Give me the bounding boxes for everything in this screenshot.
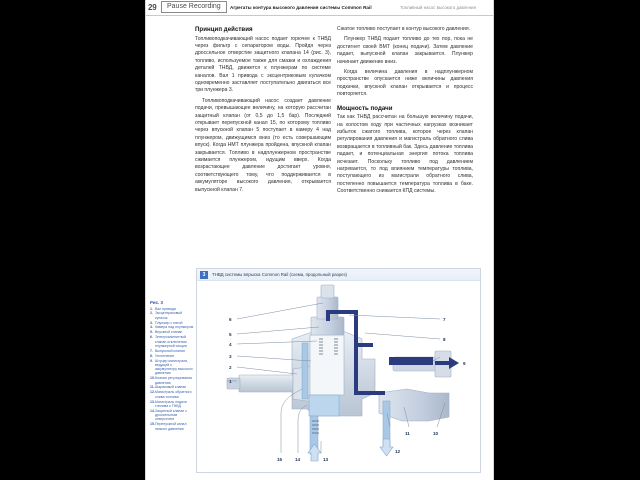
callout-6: 6: [229, 317, 232, 322]
callout-1: 1: [229, 379, 232, 384]
list-item: [150, 422, 194, 431]
list-item: [150, 400, 194, 409]
list-item: [150, 354, 194, 358]
legend-number: 5.: [150, 330, 153, 335]
legend-number: 6.: [150, 335, 153, 340]
figure-caption-bar: [197, 269, 480, 281]
section-heading-principle: Принцип действия: [195, 26, 253, 33]
paragraph: Так как ТНВД рассчитан на большую величину подачи, на холостом ходу при частичных нагрузках возникает избыток сжатого топлива, которое через клапан регулирования давления и магистраль обратного слива возвращается в топливный бак. Здесь давление топлива падает, и потенциальная энергия потока топлива исчезает. Поскольку топливо под давлением нагревается, то под влиянием температуры топлива, поступающего из магистрали обратного слива, постепенно повышается температура топлива в баке. Соответственно снижается КПД системы.: [337, 114, 473, 195]
legend-number: 3.: [150, 320, 153, 325]
legend-text: Шариковый клапан: [155, 385, 187, 390]
figure-legend-label: Рис. 3: [150, 300, 163, 305]
paragraph: Когда величина давления в надплунжерном пространстве опускается ниже величины давления подкачки, впускной клапан открывается и процесс повторяется.: [337, 69, 473, 98]
section-heading-capacity: Мощность подачи: [337, 104, 393, 112]
figure-legend-list: [150, 307, 194, 431]
list-item: [150, 311, 194, 320]
callout-14: 14: [295, 457, 301, 462]
legend-text: Электромагнитный клапан отключения плунжерной секции: [155, 335, 187, 348]
figure-cross-section: [196, 268, 481, 473]
callout-2: 2: [229, 365, 232, 370]
legend-text: Выпускной клапан: [155, 348, 185, 353]
legend-text: Плунжер с пятой: [155, 320, 183, 325]
list-item: [150, 330, 194, 334]
legend-text: Магистраль подачи топлива к ТНВД: [155, 399, 187, 408]
text-column-right: [337, 26, 473, 199]
legend-number: 1.: [150, 306, 153, 311]
running-head-right: Топливный насос высокого давления: [400, 5, 477, 10]
legend-text: Уплотнение: [155, 353, 175, 358]
legend-number: 4.: [150, 325, 153, 330]
legend-text: Эксцентриковый кулачок: [155, 311, 183, 320]
list-item: [150, 390, 194, 399]
document-page: [146, 0, 493, 480]
list-item: [150, 376, 194, 385]
list-item: [150, 409, 194, 422]
legend-text: Вал привода: [155, 306, 176, 311]
callout-4: 4: [229, 342, 232, 347]
legend-text: Магистраль обратного слива топлива: [155, 390, 192, 399]
legend-text: Впускной клапан: [155, 330, 183, 335]
page-number: 29: [148, 3, 157, 12]
list-item: [150, 307, 194, 311]
callout-12: 12: [395, 449, 401, 454]
paragraph: Топливоподкачивающий насос создает давление подачи, превышающее величину, на которую рассчитан защитный клапан (от 0,5 до 1,5 бар). Последний открывает перепускной канал 15, по которому топливо через впускной клапан 5 поступает в камеру 4 над плунжером, движущимся вниз (то есть совершающим впуск). Когда НМТ плунжера пройдена, впускной клапан закрывается. Топливо в надплунжерном пространстве сжимается плунжером, идущим вверх. Когда возрастающее давление достигает уровня, соответствующего тому, что поддерживается в аккумуляторе высокого давления, открывается выпускной клапан 7.: [195, 97, 331, 193]
figure-drawing: [197, 281, 480, 472]
legend-number: 9.: [150, 358, 153, 363]
legend-number: 2.: [150, 311, 153, 316]
callout-15: 15: [277, 457, 283, 462]
callout-3: 3: [229, 354, 232, 359]
paragraph: Топливоподкачивающий насос подает горючее к ТНВД через фильтр с сепаратором воды. Пройдя через дроссельное отверстие защитного клапана 14 (рис. 3), топливо, используемое также для смазки и охлаждения деталей ТНВД, движется к плунжерам по системе каналов. Вал 1 привода с эксцентриковым кулачком одновременно заставляет поступательно двигаться все три плунжера 3.: [195, 35, 331, 94]
text-column-left: [195, 26, 331, 197]
legend-text: Клапан регулирования давления: [155, 376, 193, 385]
paragraph: Плунжер ТНВД подает топливо до тех пор, пока не достигнет своей ВМТ (конец подачи). Затем давление падает, выпускной клапан закрывается. Плунжер начинает движение вниз.: [337, 36, 473, 65]
legend-text: Защитный клапан с дроссельным отверстием: [155, 408, 187, 422]
callout-8: 8: [443, 337, 446, 342]
legend-number: 12.: [150, 390, 155, 395]
list-item: [150, 325, 194, 329]
figure-legend: [150, 300, 194, 431]
callout-11: 11: [405, 431, 410, 436]
paragraph: Сжатое топливо поступает в контур высокого давления.: [337, 26, 471, 32]
figure-caption-text: ТНВД системы впрыска Common Rail (схема, продольный разрез): [212, 272, 347, 277]
list-item: [150, 321, 194, 325]
list-item: [150, 335, 194, 348]
legend-number: 10.: [150, 376, 155, 381]
list-item: [150, 385, 194, 389]
list-item: [150, 349, 194, 353]
callout-5: 5: [229, 332, 232, 337]
legend-text: Камера над плунжером: [155, 325, 194, 330]
legend-number: 13.: [150, 399, 155, 404]
list-item: [150, 359, 194, 376]
callout-10: 10: [433, 431, 439, 436]
callout-9: 9: [463, 361, 466, 366]
running-head-left: Агрегаты контура высокого давления системы Common Rail: [230, 5, 372, 10]
legend-number: 8.: [150, 353, 153, 358]
legend-number: 11.: [150, 385, 155, 390]
legend-text: Перепускной канал низкого давления: [155, 422, 187, 431]
callout-7: 7: [443, 317, 446, 322]
legend-number: 15.: [150, 422, 155, 427]
legend-number: 7.: [150, 348, 153, 353]
pause-recording-button[interactable]: Pause Recording: [161, 1, 227, 13]
figure-number-badge: 3: [200, 271, 208, 279]
legend-number: 14.: [150, 408, 155, 413]
legend-text: Штуцер магистрали, ведущей к аккумулятору высокого давления: [155, 358, 193, 376]
callout-13: 13: [323, 457, 329, 462]
